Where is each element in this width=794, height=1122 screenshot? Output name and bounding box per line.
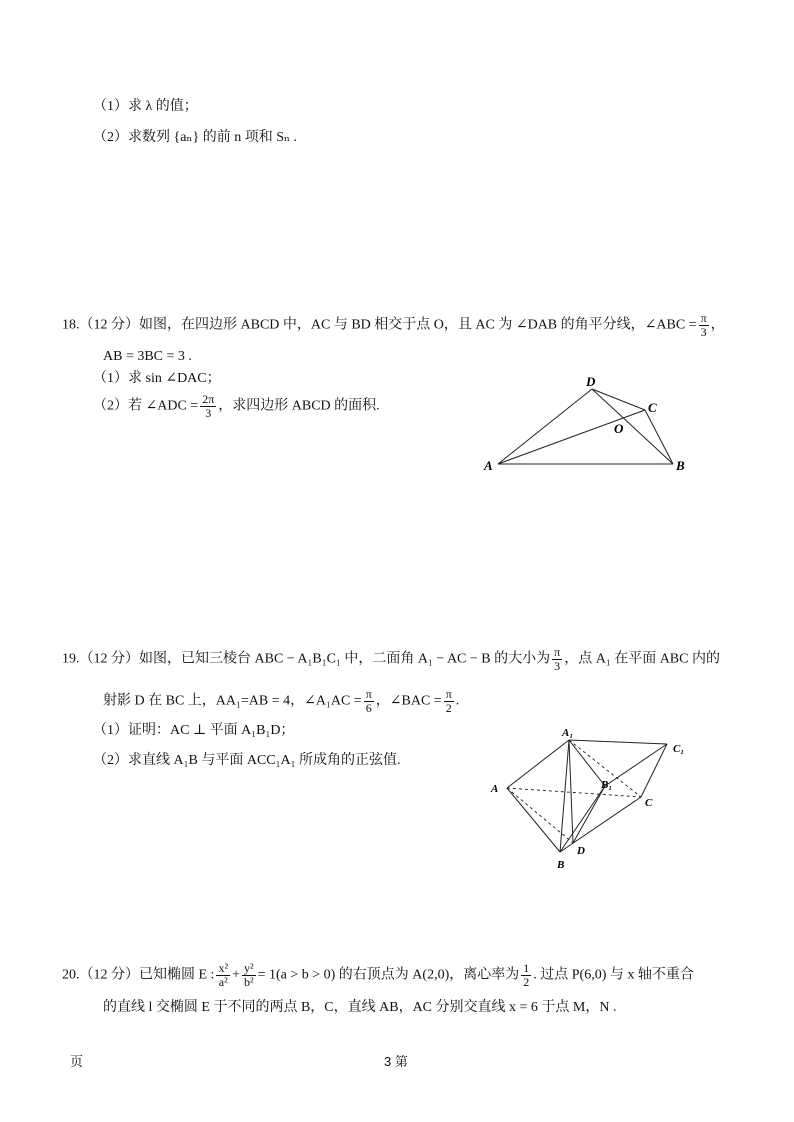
p19-heading-tail: ，点 A₁ 在平面 ABC 内的	[564, 651, 720, 667]
p19-segment-A1D	[569, 740, 573, 843]
p18-label-B: B	[676, 458, 685, 473]
footer-page-number: 3 第	[384, 1054, 408, 1069]
p19-edge-A1B1	[569, 740, 605, 786]
p17-part2: （2）求数列 {aₙ} 的前 n 项和 Sₙ .	[93, 130, 298, 145]
p18-heading	[62, 312, 725, 339]
p18-edge-DC	[592, 389, 645, 410]
p19-segment-B1D	[573, 786, 605, 843]
p19-line2-tail: .	[455, 693, 460, 709]
p20-heading	[62, 962, 694, 989]
p18-part1: （1）求 sin ∠DAC；	[93, 371, 221, 386]
p19-label-A1: A₁	[562, 727, 574, 739]
p18-label-C: C	[648, 400, 657, 415]
p19-edge-A1C1	[569, 740, 667, 744]
p17-part1: （1）求 λ 的值；	[93, 99, 198, 114]
p18-part2	[93, 393, 380, 420]
p19-line2-frac1-den: 6	[365, 701, 372, 715]
p18-part2-post: ，求四边形 ABCD 的面积.	[218, 398, 380, 414]
p19-label-C1: C₁	[673, 743, 685, 755]
p18-heading-frac-den: 3	[700, 325, 707, 339]
p19-label-B: B	[557, 859, 565, 871]
p19-line2-frac1-num: π	[365, 687, 372, 701]
p20-fraction-y2-b2	[242, 962, 256, 989]
p19-heading-text: 19.（12 分）如图，已知三棱台 ABC − A₁B₁C₁ 中，二面角 A₁ − AC − B 的大小为	[62, 651, 551, 667]
p18-label-O: O	[614, 421, 624, 436]
p18-line2: AB = 3BC = 3 .	[103, 349, 192, 364]
p19-label-C: C	[645, 797, 653, 809]
p18-part2-frac-num: 2π	[202, 392, 215, 406]
p18-quadrilateral-figure	[480, 370, 690, 480]
p20-line2: 的直线 l 交椭圆 E 于不同的两点 B，C，直线 AB，AC 分别交直线 x = 6 于点 M，N .	[103, 1000, 617, 1015]
p19-line2	[103, 688, 459, 715]
p19-label-D: D	[577, 845, 585, 857]
p20-frac2-num: y²	[243, 961, 254, 975]
p19-line2-pre: 射影 D 在 BC 上，AA₁=AB = 4，∠A₁AC =	[103, 693, 362, 709]
p19-heading-frac-num: π	[554, 645, 561, 659]
p19-edge-B1C1	[605, 744, 667, 786]
p20-frac3-den: 2	[523, 975, 530, 989]
p18-edge-CB	[645, 410, 673, 464]
p19-heading-frac-den: 3	[554, 659, 561, 673]
p20-fraction-x2-a2	[216, 962, 230, 989]
p18-heading-text: 18.（12 分）如图，在四边形 ABCD 中，AC 与 BD 相交于点 O，且 AC 为 ∠DAB 的角平分线，∠ABC =	[62, 317, 697, 333]
p18-edge-AD	[498, 389, 592, 464]
p18-diagonal-BD	[592, 389, 673, 464]
p18-part2-frac-den: 3	[205, 406, 212, 420]
p19-segment-A1B	[560, 740, 569, 852]
p19-line2-frac2-den: 2	[445, 701, 452, 715]
p19-heading-fraction	[552, 646, 562, 673]
p19-part1: （1）证明：AC ⊥ 平面 A₁B₁D；	[93, 723, 295, 738]
p18-heading-fraction	[699, 312, 709, 339]
p19-hidden-edge-AC	[507, 788, 641, 797]
footer-left: 页	[70, 1054, 84, 1069]
p20-fraction-eccentricity	[521, 962, 531, 989]
p20-frac1-num: x²	[218, 961, 229, 975]
p19-line2-frac2-num: π	[445, 687, 452, 701]
p19-edge-AA1	[507, 740, 569, 788]
p19-heading	[62, 646, 720, 673]
p20-heading-mid: = 1(a > b > 0) 的右顶点为 A(2,0)，离心率为	[257, 967, 520, 983]
p18-part2-pre: （2）若 ∠ADC =	[93, 398, 199, 414]
p19-frustum-figure	[485, 722, 695, 872]
p19-edge-AB	[507, 788, 560, 852]
p20-frac2-den: b²	[243, 975, 254, 989]
p19-label-A: A	[491, 783, 499, 795]
p20-frac3-num: 1	[523, 961, 530, 975]
p19-part2: （2）求直线 A₁B 与平面 ACC₁A₁ 所成角的正弦值.	[93, 753, 401, 768]
p18-heading-frac-num: π	[700, 311, 707, 325]
p19-line2-fraction-1	[364, 688, 374, 715]
p18-label-D: D	[586, 374, 596, 389]
p20-plus: +	[232, 967, 240, 983]
p20-heading-tail: . 过点 P(6,0) 与 x 轴不重合	[533, 967, 694, 983]
p19-edge-CC1	[641, 744, 667, 797]
p19-line2-mid: ，∠BAC =	[375, 693, 442, 709]
p18-label-A: A	[484, 458, 493, 473]
p19-line2-fraction-2	[444, 688, 454, 715]
p19-label-B1: B₁	[601, 779, 613, 791]
p18-part2-fraction	[200, 393, 216, 420]
p20-heading-pre: 20.（12 分）已知椭圆 E :	[62, 967, 215, 983]
p18-heading-tail: ，	[710, 317, 725, 333]
p19-edge-BB1	[560, 786, 605, 852]
p20-frac1-den: a²	[218, 975, 228, 989]
